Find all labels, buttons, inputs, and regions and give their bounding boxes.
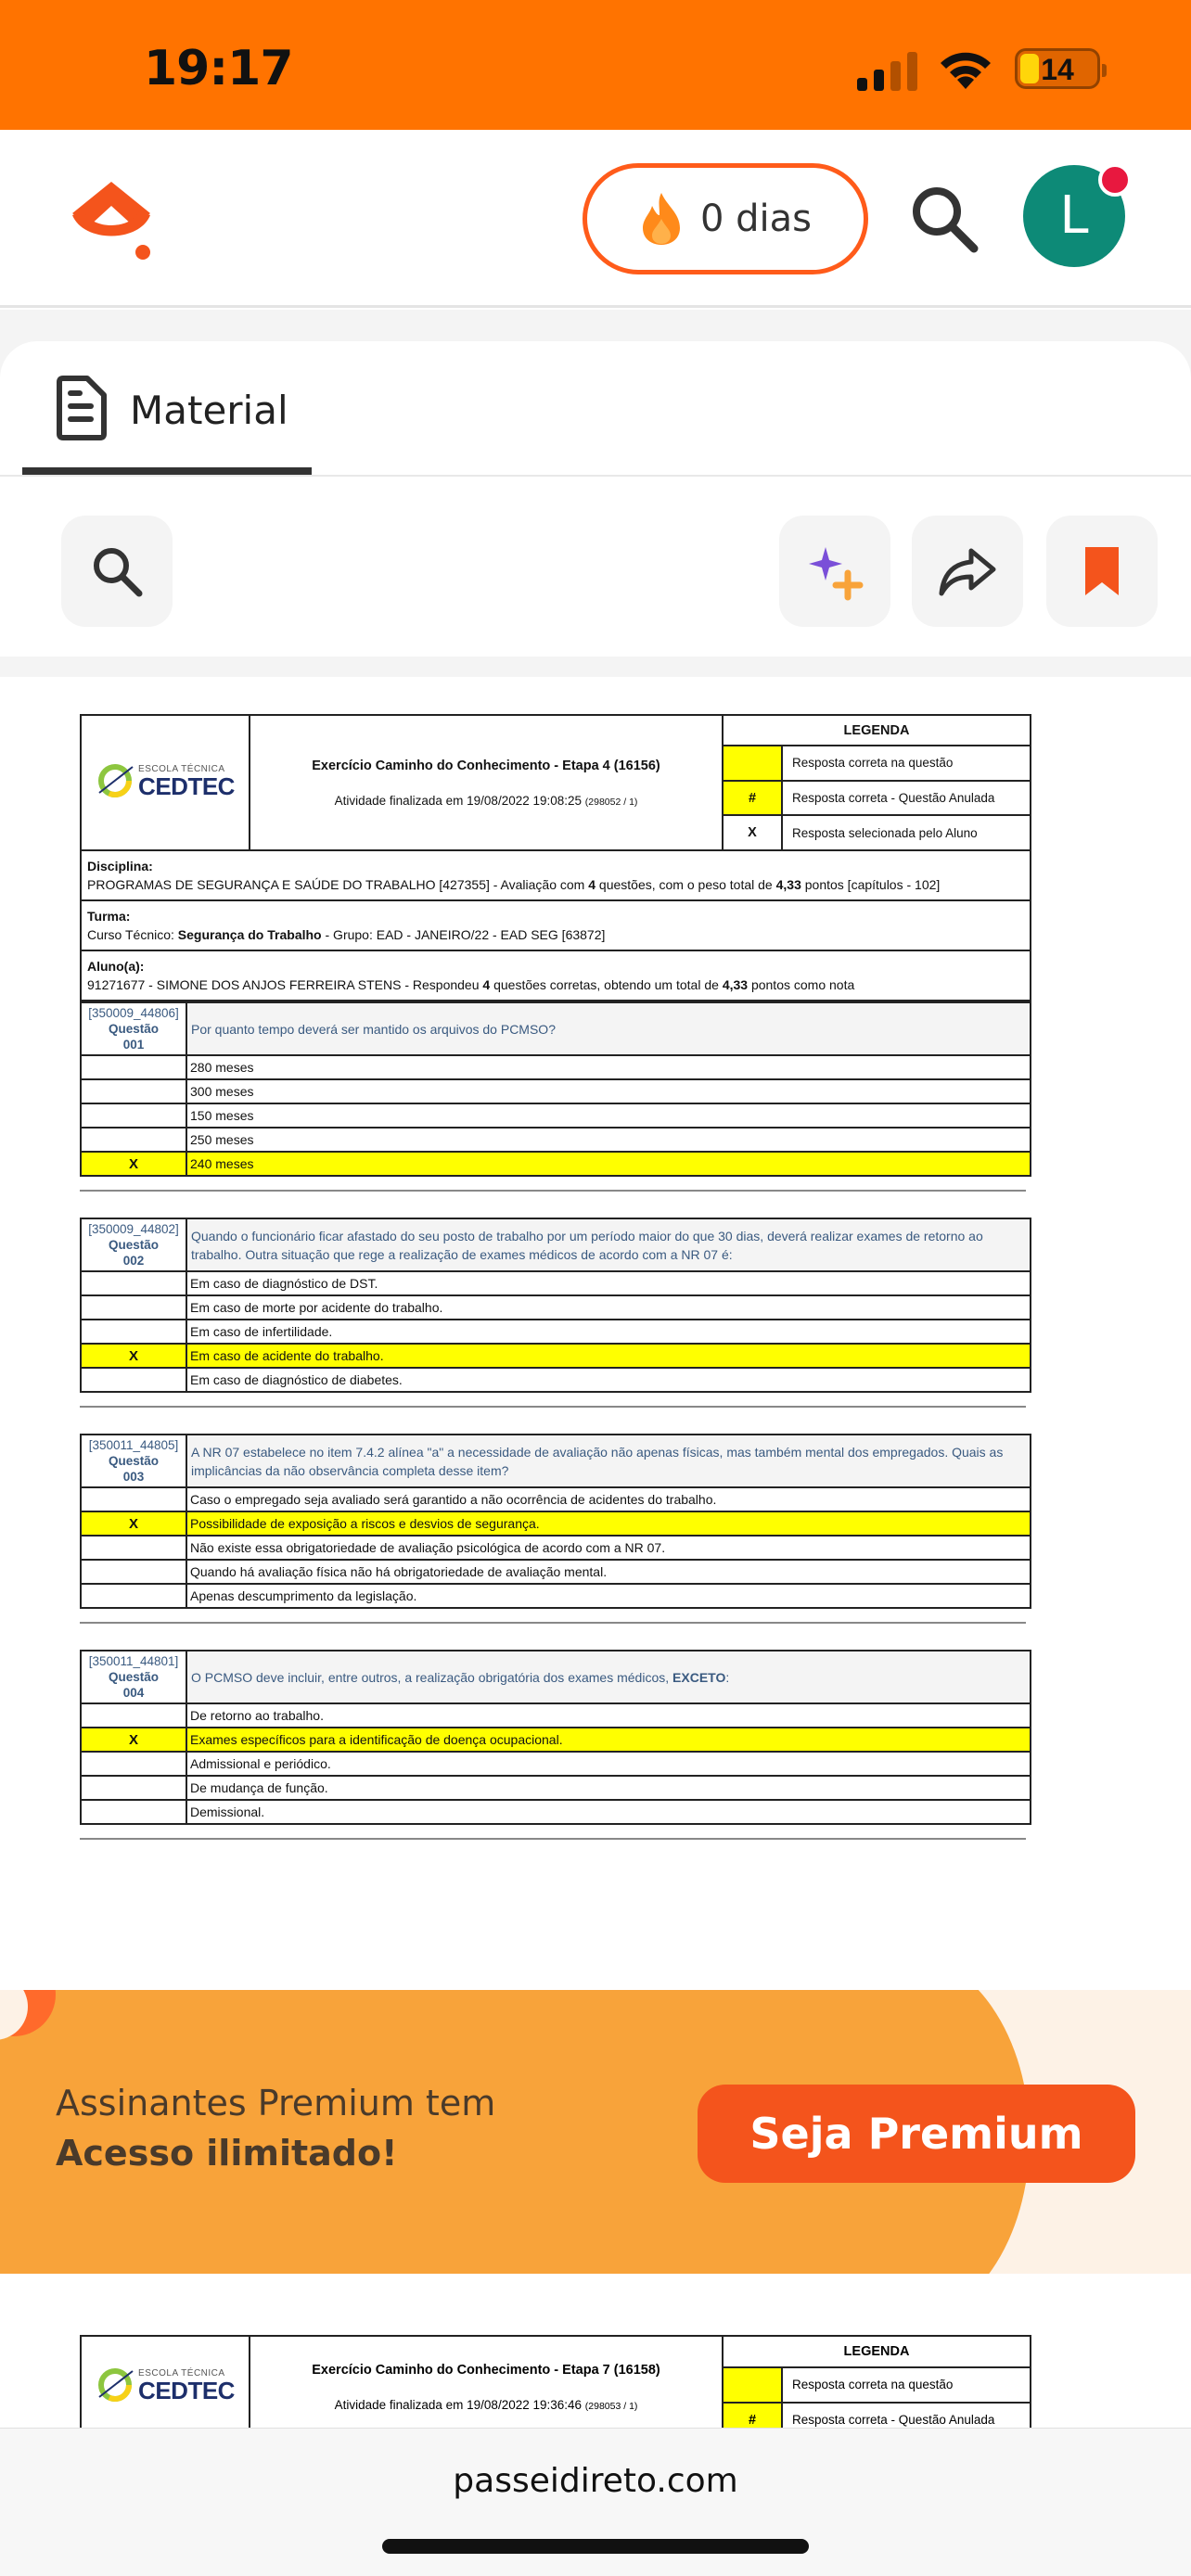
- legend-text-annulled: Resposta correta - Questão Anulada: [782, 2403, 1031, 2438]
- option-text: 300 meses: [186, 1079, 1031, 1103]
- sparkle-plus-icon: [805, 542, 864, 601]
- question-001: [80, 1001, 1030, 1192]
- tab-material-label: Material: [130, 388, 288, 433]
- aluno-text: 91271677 - SIMONE DOS ANJOS FERREIRA STENS - Respondeu: [87, 977, 483, 992]
- turma-info: [81, 900, 1031, 950]
- disciplina-label: Disciplina:: [87, 859, 153, 874]
- streak-button[interactable]: [583, 163, 868, 274]
- option-mark: [81, 1560, 186, 1584]
- question-number: 003: [122, 1470, 145, 1484]
- streak-label: 0 dias: [699, 198, 813, 240]
- option-mark-selected: X: [81, 1511, 186, 1536]
- legend-text-annulled: Resposta correta - Questão Anulada: [782, 781, 1031, 816]
- option-text: Não existe essa obrigatoriedade de avaliação psicológica de acordo com a NR 07.: [186, 1536, 1031, 1560]
- school-logo: [81, 715, 250, 850]
- question-code: [350011_44801]: [88, 1654, 179, 1668]
- option-text-correct: 240 meses: [186, 1152, 1031, 1176]
- option-mark: [81, 1103, 186, 1128]
- option-text: 150 meses: [186, 1103, 1031, 1128]
- premium-banner: [0, 1990, 1191, 2274]
- aluno-text-3: pontos como nota: [748, 977, 855, 992]
- school-name: CEDTEC: [138, 772, 235, 800]
- question-text-emphasis: EXCETO: [672, 1669, 726, 1685]
- option-mark: [81, 1703, 186, 1728]
- question-code: [350011_44805]: [88, 1438, 179, 1452]
- option-mark: [81, 1800, 186, 1824]
- question-id: [81, 1651, 186, 1703]
- legend-swatch-selected: X: [723, 815, 782, 850]
- browser-url-bar[interactable]: [0, 2428, 1191, 2576]
- exercise-finished: Atividade finalizada em 19/08/2022 19:08:25: [334, 793, 583, 808]
- option-mark: [81, 1271, 186, 1295]
- bookmark-icon: [1072, 542, 1132, 601]
- status-bar: [0, 0, 1191, 130]
- option-text: Em caso de infertilidade.: [186, 1320, 1031, 1344]
- legend-title: LEGENDA: [723, 715, 1031, 746]
- option-mark-selected: X: [81, 1344, 186, 1368]
- tab-divider: [0, 475, 1191, 477]
- aluno-text-2: questões corretas, obtendo um total de: [490, 977, 723, 992]
- option-text: Demissional.: [186, 1800, 1031, 1824]
- document-page: [80, 714, 1030, 1840]
- question-text: [186, 1651, 1031, 1703]
- option-mark: [81, 1055, 186, 1079]
- legend-swatch-annulled: #: [723, 2403, 782, 2438]
- passei-direto-logo[interactable]: [65, 178, 158, 261]
- exercise-heading: [250, 715, 723, 850]
- turma-course: Segurança do Trabalho: [177, 927, 322, 942]
- school-name: CEDTEC: [138, 2376, 235, 2404]
- option-text: Em caso de morte por acidente do trabalho.: [186, 1295, 1031, 1320]
- home-indicator[interactable]: [382, 2539, 809, 2554]
- notification-dot: [1098, 163, 1132, 197]
- exercise-title: Exercício Caminho do Conhecimento - Etapa 4 (16156): [312, 758, 660, 773]
- flame-icon: [639, 191, 684, 247]
- question-text-part: :: [725, 1669, 730, 1685]
- url-text[interactable]: passeidireto.com: [453, 2462, 738, 2500]
- question-separator: [80, 1622, 1026, 1624]
- premium-button[interactable]: Seja Premium: [698, 2085, 1135, 2183]
- share-button[interactable]: [912, 516, 1023, 627]
- question-id: [81, 1435, 186, 1487]
- question-code: [350009_44806]: [88, 1006, 179, 1020]
- option-text: Em caso de diagnóstico de diabetes.: [186, 1368, 1031, 1392]
- legend-swatch-annulled: #: [723, 781, 782, 816]
- legend-text-correct: Resposta correta na questão: [782, 746, 1031, 781]
- aluno-info: [81, 950, 1031, 1001]
- status-time: 19:17: [144, 41, 293, 96]
- tab-material[interactable]: [22, 352, 312, 475]
- disciplina-text-2: questões, com o peso total de: [596, 877, 776, 892]
- question-002: [80, 1218, 1030, 1408]
- banner-line-1: Assinantes Premium tem: [56, 2083, 496, 2123]
- option-text: Admissional e periódico.: [186, 1752, 1031, 1776]
- question-text: Quando o funcionário ficar afastado do seu posto de trabalho por um período maior do que 30 dias, deverá realizar exames de retorno ao trabalho. Outra situação que rege a realização de exames médicos de acordo com a NR 07 é:: [186, 1218, 1031, 1271]
- school-small-label: ESCOLA TÉCNICA: [138, 763, 225, 774]
- option-text-correct: Em caso de acidente do trabalho.: [186, 1344, 1031, 1368]
- disciplina-total: 4,33: [775, 877, 801, 892]
- option-text-correct: Possibilidade de exposição a riscos e desvios de segurança.: [186, 1511, 1031, 1536]
- option-mark-selected: X: [81, 1152, 186, 1176]
- question-number: 002: [122, 1254, 145, 1268]
- wifi-icon: [937, 48, 994, 91]
- legend-swatch-correct: [723, 746, 782, 781]
- question-text: A NR 07 estabelece no item 7.4.2 alínea "a" a necessidade de avaliação não apenas físicas, mas também mental dos empregados. Quais as implicâncias da não observância completa desse item?: [186, 1435, 1031, 1487]
- document-icon: [54, 375, 109, 441]
- ai-assistant-button[interactable]: [779, 516, 890, 627]
- option-text: Em caso de diagnóstico de DST.: [186, 1271, 1031, 1295]
- avatar[interactable]: L: [1023, 165, 1125, 267]
- option-text: 280 meses: [186, 1055, 1031, 1079]
- exercise-finished: Atividade finalizada em 19/08/2022 19:36:46: [334, 2397, 583, 2412]
- school-logo: [81, 2336, 250, 2438]
- disciplina-text: PROGRAMAS DE SEGURANÇA E SAÚDE DO TRABALHO [427355] - Avaliação com: [87, 877, 589, 892]
- option-text: 250 meses: [186, 1128, 1031, 1152]
- share-icon: [938, 542, 997, 601]
- question-label: Questão: [108, 1670, 159, 1684]
- turma-text: Curso Técnico:: [87, 927, 178, 942]
- cedtec-logo-icon: [96, 761, 134, 800]
- question-label: Questão: [108, 1238, 159, 1252]
- cedtec-logo-icon: [96, 2366, 134, 2404]
- exercise-code: (298052 / 1): [584, 796, 638, 808]
- question-separator: [80, 1190, 1026, 1192]
- banner-line-2: Acesso ilimitado!: [56, 2133, 398, 2174]
- option-text: De mudança de função.: [186, 1776, 1031, 1800]
- exercise-code: (298053 / 1): [584, 2400, 638, 2412]
- legend-title: LEGENDA: [723, 2336, 1031, 2367]
- aluno-correct-count: 4: [482, 977, 491, 992]
- option-mark-selected: X: [81, 1728, 186, 1752]
- legend-text-selected: Resposta selecionada pelo Aluno: [782, 815, 1031, 850]
- option-text: De retorno ao trabalho.: [186, 1703, 1031, 1728]
- option-text: Caso o empregado seja avaliado será garantido a não ocorrência de acidentes do trabalho.: [186, 1487, 1031, 1511]
- document-header-table: [80, 714, 1031, 1001]
- disciplina-count: 4: [588, 877, 596, 892]
- question-number: 001: [122, 1038, 145, 1052]
- aluno-label: Aluno(a):: [87, 959, 145, 974]
- battery-icon: [1015, 48, 1100, 89]
- disciplina-text-3: pontos [capítulos - 102]: [800, 877, 941, 892]
- question-separator: [80, 1838, 1026, 1840]
- question-004: [80, 1650, 1030, 1840]
- question-code: [350009_44802]: [88, 1222, 179, 1236]
- turma-label: Turma:: [87, 909, 131, 924]
- exercise-heading: [250, 2336, 723, 2438]
- option-mark: [81, 1079, 186, 1103]
- tab-underline: [22, 467, 312, 475]
- bookmark-button[interactable]: [1046, 516, 1158, 627]
- option-mark: [81, 1752, 186, 1776]
- search-icon: [87, 542, 147, 601]
- disciplina-info: [81, 850, 1031, 900]
- option-mark: [81, 1536, 186, 1560]
- question-id: [81, 1002, 186, 1055]
- question-003: [80, 1434, 1030, 1624]
- question-separator: [80, 1406, 1026, 1408]
- legend-text-correct: Resposta correta na questão: [782, 2367, 1031, 2403]
- signal-icon: [855, 52, 920, 91]
- option-mark: [81, 1128, 186, 1152]
- battery-level: 14: [1041, 53, 1074, 86]
- question-label: Questão: [108, 1454, 159, 1468]
- option-text: Quando há avaliação física não há obrigatoriedade de avaliação mental.: [186, 1560, 1031, 1584]
- option-mark: [81, 1368, 186, 1392]
- legend-swatch-correct: [723, 2367, 782, 2403]
- question-number: 004: [122, 1686, 145, 1700]
- question-id: [81, 1218, 186, 1271]
- aluno-score: 4,33: [722, 977, 749, 992]
- search-document-button[interactable]: [61, 516, 173, 627]
- question-text: Por quanto tempo deverá ser mantido os arquivos do PCMSO?: [186, 1002, 1031, 1055]
- question-text-part: O PCMSO deve incluir, entre outros, a realização obrigatória dos exames médicos,: [191, 1669, 673, 1685]
- option-mark: [81, 1487, 186, 1511]
- exercise-title: Exercício Caminho do Conhecimento - Etapa 7 (16158): [312, 2362, 660, 2378]
- question-label: Questão: [108, 1022, 159, 1036]
- turma-group: - Grupo: EAD - JANEIRO/22 - EAD SEG [63872]: [321, 927, 606, 942]
- document-page-2: [80, 2335, 1030, 2439]
- option-mark: [81, 1295, 186, 1320]
- option-mark: [81, 1320, 186, 1344]
- option-text: Apenas descumprimento da legislação.: [186, 1584, 1031, 1608]
- document-2-header-table: [80, 2335, 1031, 2439]
- option-text-correct: Exames específicos para a identificação de doença ocupacional.: [186, 1728, 1031, 1752]
- option-mark: [81, 1584, 186, 1608]
- option-mark: [81, 1776, 186, 1800]
- school-small-label: ESCOLA TÉCNICA: [138, 2367, 225, 2378]
- search-icon[interactable]: [909, 184, 980, 254]
